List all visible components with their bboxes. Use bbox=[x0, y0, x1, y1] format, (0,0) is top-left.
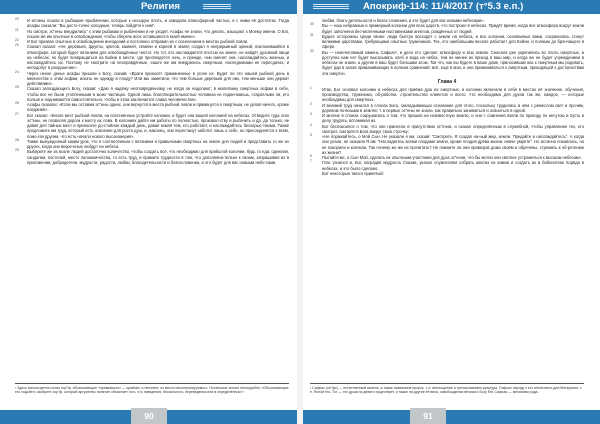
verse bbox=[15, 29, 289, 40]
verse-text: Выберите же их возле людей достаточно количество, чтобы создать всё, что необходимо для прибытой колонии, будь то еда, одежлия, сандалии, постелей, место паломничества, то есть труд, и примите трудности в том, что дополняни-тельно к своим, запрашивая их в приложении, добродетели, мудрости, радости, любви, благодетельности и благословении, и это будет для вас новыми небе-сами. bbox=[27, 149, 289, 165]
verse-text: Глас узнался и, Бог, наградив мудрость Сказав, указал служителям собрать многих из химии и создать их в библиотеки Хорвда в небесах, и это было сделано. bbox=[322, 160, 584, 171]
left-page-number: 90 bbox=[131, 408, 167, 424]
verse-number: 2 bbox=[310, 101, 312, 106]
verse-number: 3 bbox=[310, 112, 312, 116]
header-ornament-lines bbox=[313, 4, 349, 10]
verse-text: Бог сказал: «Возле мест рыбной ловли, на потеснённых устройте колонии, и будет она вашей колонией на небесах. Отведите туда этих эс"ены, не позволяя дороги к месту их лова. В колониях дайте им работы по полностью, произвол-ству и рыбачить и др. да только, не давая для тайных мест и приносите до-стойное каждый день, давая земля тем, кто работает, и наслаждайтесь бескорыс-тными. Также предложите им труд, который есть освоение для роста душ, и, наконец, они перестанут заботит лишь о себе, но присоединятся к всем, помо-гая другим, что есть начало нового высокомерия». bbox=[27, 112, 289, 139]
verse-number: 31 bbox=[310, 32, 314, 37]
book-gutter bbox=[297, 0, 303, 424]
verse-text: Сказал запоздающего Богу, сказав: «Даю я надёжу неоповрядённому, не когда он надолиют; в молитвину смертных асфам в себе, чтобы все не были утопленными в моих частицах. Одной лишь благотворительностью человека не подни-маешь, староплыво ли, его пользе и поднимаются самостоятельно, чтобы в этом заключается слава человечества». bbox=[27, 86, 289, 102]
verse-text: Асафы сказали: «Если мы оставим эс"ены одних, они вернутся в места рыбной ловли и приманутся к смертным, не делая ничего, кроме поедания». bbox=[27, 102, 289, 113]
left-header-bar bbox=[0, 0, 297, 14]
verse-text: Пытайся же, о Сын Мой, сделать их опытными участники для духа эс"енов, что-бы могли они светлее устремиться к высшим небесам». bbox=[322, 155, 583, 160]
verse-number: 7 bbox=[310, 159, 312, 164]
right-header-bar bbox=[303, 0, 600, 14]
verse bbox=[310, 103, 584, 114]
verse-text: Будьте осторожны среди своих: люди быстро восходят с земли на небеса, и все колонии, основанные вами, сохранились станут великими царствами, требующими опытных тружеников. Тех, кто наибольшим веселе работает для Бойни, и полным до бренчащего в сфере. bbox=[322, 33, 584, 50]
verse-text: И истины пошли в рыбацкие ярыбачении, которые к несырую плоть, и заводили атмосферной частью, и с ними её достатню. Тогда асафы сказали: "Вы досто-точно холодные, теперь пойдёте к ним". bbox=[27, 18, 289, 29]
verse-number: 22 bbox=[15, 38, 19, 42]
verse-number: 27 bbox=[15, 111, 19, 116]
verse bbox=[15, 102, 289, 113]
verse bbox=[310, 87, 584, 103]
verse bbox=[310, 50, 584, 76]
verse-number: 6 bbox=[310, 154, 312, 158]
left-page-text bbox=[15, 18, 289, 165]
verse-text: Вот некоторые такого принятый: bbox=[322, 170, 384, 176]
right-page-number: 91 bbox=[410, 408, 446, 424]
left-footnote: ¹ Здесь используется слово хор"ф, обозначающее «превывасть» — крайнее, и несомне, из места неконтролируемого. Остальные значит неоподобно: «Обозначающее его подобен, изобрите хор"ф, который аргументы понятие объясняет того, что поведения, бессильного, переведения или в определённом.» bbox=[15, 383, 289, 395]
verse-number: 1 bbox=[310, 85, 312, 90]
header-ornament-lines bbox=[203, 4, 231, 10]
right-footnote: ² Сафьяс (се"фс) — естественный камень, а также названием пророк, т. е. воплощение и тренированием культура. Сафьяс народу с его интеллекта для Матерклея, т. е. Ясной его. Тот — это душа на девяти существует, а также на другие её века, освобождения великого Богу Кнг. Сафьяс — механизм рода. bbox=[310, 383, 584, 395]
verse-text: Также вынужденный каким урок, что я соотнесённым с питанием и привычками смертных на земле для людей и представить то же их других, когда они вкоре-нные любдут на небеса. bbox=[27, 138, 289, 149]
left-header-title: Религия bbox=[141, 1, 180, 12]
verse-number: 4 bbox=[310, 122, 312, 127]
right-page-text bbox=[310, 18, 584, 176]
verse-text: любви, благо-детельности и благо-словения, и это будет для вас новыми небесами». bbox=[322, 18, 485, 23]
verse bbox=[310, 134, 584, 155]
verse-text: Бог беспокоился о том, что они принесли в присутствии эс"енов, и сказал определённым в служебной, чтобы управление тех, кто смотрит, смотрятся Бога вокруг свою строчку: bbox=[322, 123, 584, 134]
verse bbox=[15, 149, 289, 165]
verse-text: Сказал сказал: «Не деревьев, фрукты, цветов, камней, семени и корней в земле создал я неприрывный зрений, поклонившийся в атмосфере, который будет питанием для освобождённых чистот. Но тот, кто наслаждается плотью на земле, не найдёт духовной пищи на небесах, но будет возвращаться на Бойни в месте, где проплюдется ночь, и прежде, чем сменят она, наслаждайтесь жизнью, и наслаждайтесь их. Поэтому не смотрите на неоправдённые, ешьте же им внедрились смертным, наследниками не пересдачах, и неподобут в разрушение». bbox=[27, 44, 289, 71]
verse-number: 30 bbox=[310, 22, 314, 27]
verse bbox=[310, 171, 584, 176]
verse bbox=[15, 113, 289, 139]
verse bbox=[310, 23, 584, 34]
verse-number: 32 bbox=[310, 48, 314, 53]
verse-number: 29 bbox=[15, 148, 19, 153]
verse bbox=[15, 44, 289, 70]
verse-number: 25 bbox=[15, 85, 19, 90]
verse-number: 28 bbox=[15, 137, 19, 142]
verse-number: 20 bbox=[15, 17, 19, 21]
verse bbox=[310, 160, 584, 171]
verse bbox=[15, 18, 289, 29]
verse-number: 5 bbox=[310, 133, 312, 137]
verse-number: 23 bbox=[15, 43, 19, 48]
right-header-title: Апокриф-114: 11/4/2017 (т°5.3 е.п.) bbox=[363, 1, 524, 12]
right-footer-bar bbox=[303, 410, 600, 424]
verse-text: Но смотри, эс"ены внедрились" к этим рыбакам и рыбачении и не уходят. Асафы не знали, что делать, изыщают к Моему имени. О Бог, пошли же им опытные в освобождении, чтобы сберечь всех оставшиеся в моей имени». bbox=[27, 28, 289, 39]
verse-text: И великий труд начался в слонах Бога, закладывающих основание для этого, поскольку трудились в нём с ремеслом свет и прочим, деревом по-возьми в землях; т. в первые эс"ены не знали, как правильно заниматься и освоиться в одной. bbox=[322, 102, 584, 113]
verse bbox=[310, 113, 584, 124]
verse bbox=[310, 34, 584, 50]
verse-text: «Не поражайтесь, о Мой Сын. Не указали я им, сказав: "Смотрите, Я создал на-ный мир, земли. Предайте и наслаждайтесь". А когда они упали, не оказали Я им: "Насладитесь всеми плодами земли, кроме плодов древа жизни, иначе умрёте". Но истинно покаялись, но не покорили и кончили. Так почему же же не прочитать? Не помните ли они примеров дома своём и обречены, стремясь к об-ретению их жизни? bbox=[322, 134, 584, 155]
verse-text: И Бог призвал опытных в освобождении инеодений и постоянно отправил их с поселением в местах рыбной ловли. bbox=[27, 39, 249, 44]
verse bbox=[310, 124, 584, 135]
verse-text: И многие в слонах сокрушались о том, что пришли на неизвестную землю, и они с сомнения взяли по приходу по несутою и пусть в делу трудясь, вспоминая их. bbox=[322, 113, 584, 124]
verse-text: Вы — наш небравные и примерный колонии для всех царств, что построил в небесах. Придёт время, когда все атмосфера вокруг земли будет заполнена бесчисленными наставниками ангелов, рождённых от людей. bbox=[322, 23, 584, 34]
verse-text: Через некое денье асафы пришли к Богу, сказав: «Враги приносят приманенные в угоне их. Будет ли это нашей рыбной день в мельчестве к этим асфам, искать не одежду в плоду? Или мы заметили, что чем больше деревьев для них, тем меньше они держат действиями». bbox=[27, 70, 289, 86]
chapter-title: Глава 4 bbox=[437, 78, 457, 85]
verse-text: Вы — неисчислимый камень Сафьяс², и дело его сделает атмосферу и всю землю. Сначала уже укрепились во плоть смертных, и доступно нам нет будет высасывать хлеб и вода на небах, тем не менее их приход в ваш мир, и когда же не будет учреждением в небесах не знали, а другие в ваш будет большим злом. Так что, как вы будете в ваше доме, приносивших вас к смертным мы родовать, будет дар в залов приманивающих в полном сравнений; всё, ещё в мои, и они приманиваться к смертным, приходящей к достоинствам эти смерти». bbox=[322, 49, 584, 76]
verse bbox=[15, 86, 289, 102]
verse-number: 26 bbox=[15, 101, 19, 105]
verse bbox=[15, 139, 289, 150]
verse-number: 24 bbox=[15, 69, 19, 74]
verse bbox=[15, 71, 289, 87]
verse-number: 21 bbox=[15, 27, 19, 32]
verse-text: Итак, Бог основал колонию в небесах для приёма душ их смертных, и колонии включали в себя в местах её значение, обучения, производства, труженика, об-работки, строительство клиентов и всего, что необходимо для духов так же, каждое, — которые необходимы для смертных. bbox=[322, 86, 584, 103]
